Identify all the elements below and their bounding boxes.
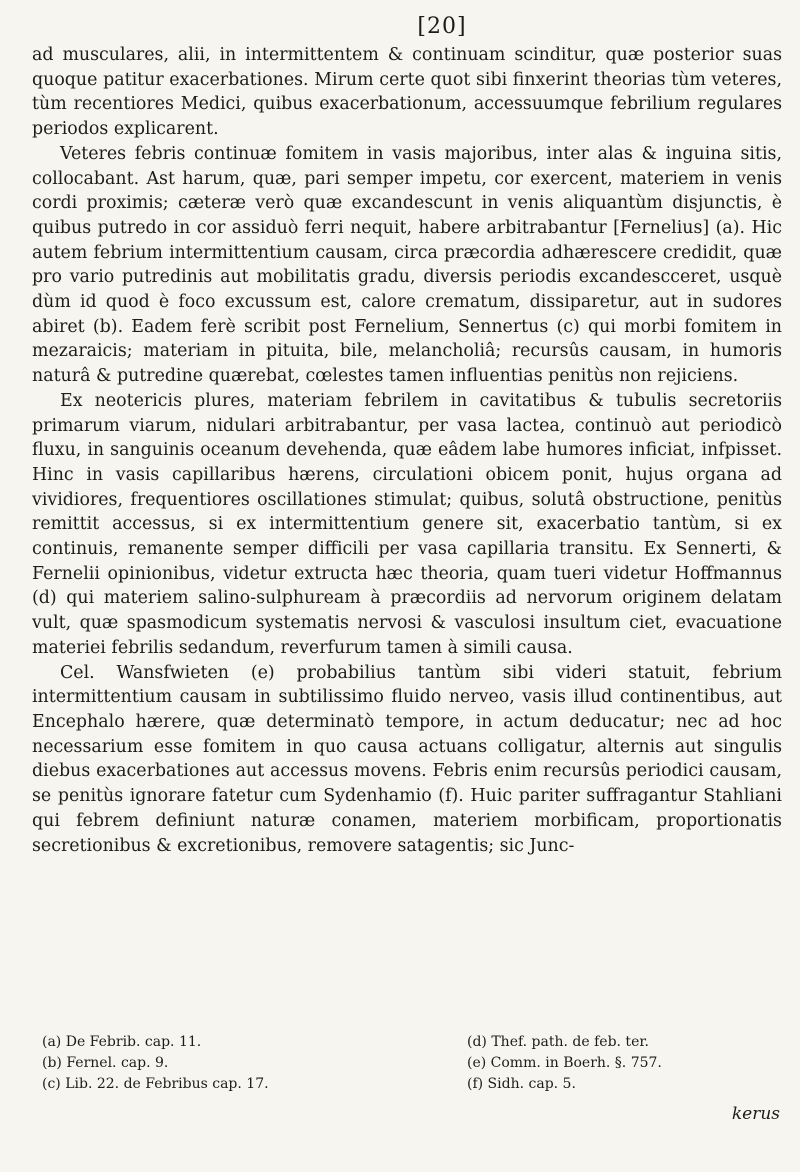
footnote-b: (b) Fernel. cap. 9. — [42, 1055, 169, 1071]
page-number: [20] — [417, 14, 467, 39]
paragraph-4: Cel. Wansfwieten (e) probabilius tantùm sibi videri statuit, febrium intermittentium causam in subtilissimo fluido nerveo, vasis illud continentibus, aut Encephalo hærere, quæ determinatò tempore, in actum deducatur; nec ad hoc necessarium esse fomitem in quo causa actuans colligatur, alternis aut singulis diebus exacerbationes aut accessus movens. Febris enim recursûs periodici causam, se penitùs ignorare fatetur cum Sydenhamio (f). Huic pariter suffragantur Stahliani qui febrem definiunt naturæ conamen, materiem morbificam, proportionatis secretionibus & excretionibus, removere satagentis; sic Junc- — [32, 662, 782, 856]
paragraph-1: ad musculares, alii, in intermittentem & continuam scinditur, quæ posterior suas quoque patitur exacerbationes. Mirum certe quot sibi finxerint theorias tùm veteres, tùm recentiores Medici, quibus exacerbationum, accessuumque febrilium regulares periodos explicarent. — [32, 45, 782, 140]
body-text — [32, 43, 782, 858]
footnote-a: (a) De Febrib. cap. 11. — [42, 1034, 202, 1050]
paragraph-3: Ex neotericis plures, materiam febrilem in cavitatibus & tubulis secretoriis primarum viarum, nidulari arbitrabantur, per vasa lactea, continuò aut periodicò fluxu, in sanguinis oceanum devehenda, quæ eâdem labe humores inficiat, infpisset. Hinc in vasis capillaribus hærens, circulationi obicem ponit, hujus organa ad vividiores, frequentiores oscillationes stimulat; quibus, solutâ obstructione, penitùs remittit accessus, si ex intermittentium genere sit, exacerbatio tantùm, si ex continuis, remanente semper difficili per vasa capillaria transitu. Ex Sennerti, & Fernelii opinionibus, videtur extructa hæc theoria, quam tueri videtur Hoffmannus (d) qui materiem salino-sulphuream à præcordiis ad nervorum originem delatam vult, quæ spasmodicum systematis nervosi & vasculosi insultum ciet, evacuatione materiei febrilis sedandum, reverfurum tamen à simili causa. — [32, 390, 782, 658]
footnote-f: (f) Sidh. cap. 5. — [467, 1076, 576, 1092]
footnote-e: (e) Comm. in Boerh. §. 757. — [467, 1055, 662, 1071]
document-page — [32, 14, 782, 1154]
footnotes-right-column — [407, 1032, 782, 1095]
footnotes — [32, 1032, 782, 1095]
paragraph-2: Veteres febris continuæ fomitem in vasis majoribus, inter alas & inguina sitis, collocabant. Ast harum, quæ, pari semper impetu, cor exercent, materiem in venis cordi proximis; cæteræ verò quæ excandescunt in venis aliquantùm disjunctis, è quibus putredo in cor assiduò ferri nequit, habere arbitrabantur [Fernelius] (a). Hic autem febrium intermittentium causam, circa præcordia adhærescere credidit, quæ pro vario putredinis aut mobilitatis gradu, diversis periodis excandescceret, usquè dùm id quod è foco excussum est, calore crematum, dissiparetur, aut in sudores abiret (b). Eadem ferè scribit post Fernelium, Sennertus (c) qui morbi fomitem in mezaraicis; materiam in pituita, bile, melancholiâ; recursûs causam, in humoris naturâ & putredine quærebat, cœlestes tamen influentias penitùs non rejiciens. — [32, 143, 782, 387]
catchword: kerus — [731, 1104, 780, 1124]
footnote-c: (c) Lib. 22. de Febribus cap. 17. — [42, 1076, 269, 1092]
footnote-d: (d) Thef. path. de feb. ter. — [467, 1034, 649, 1050]
footnotes-left-column — [32, 1032, 407, 1095]
